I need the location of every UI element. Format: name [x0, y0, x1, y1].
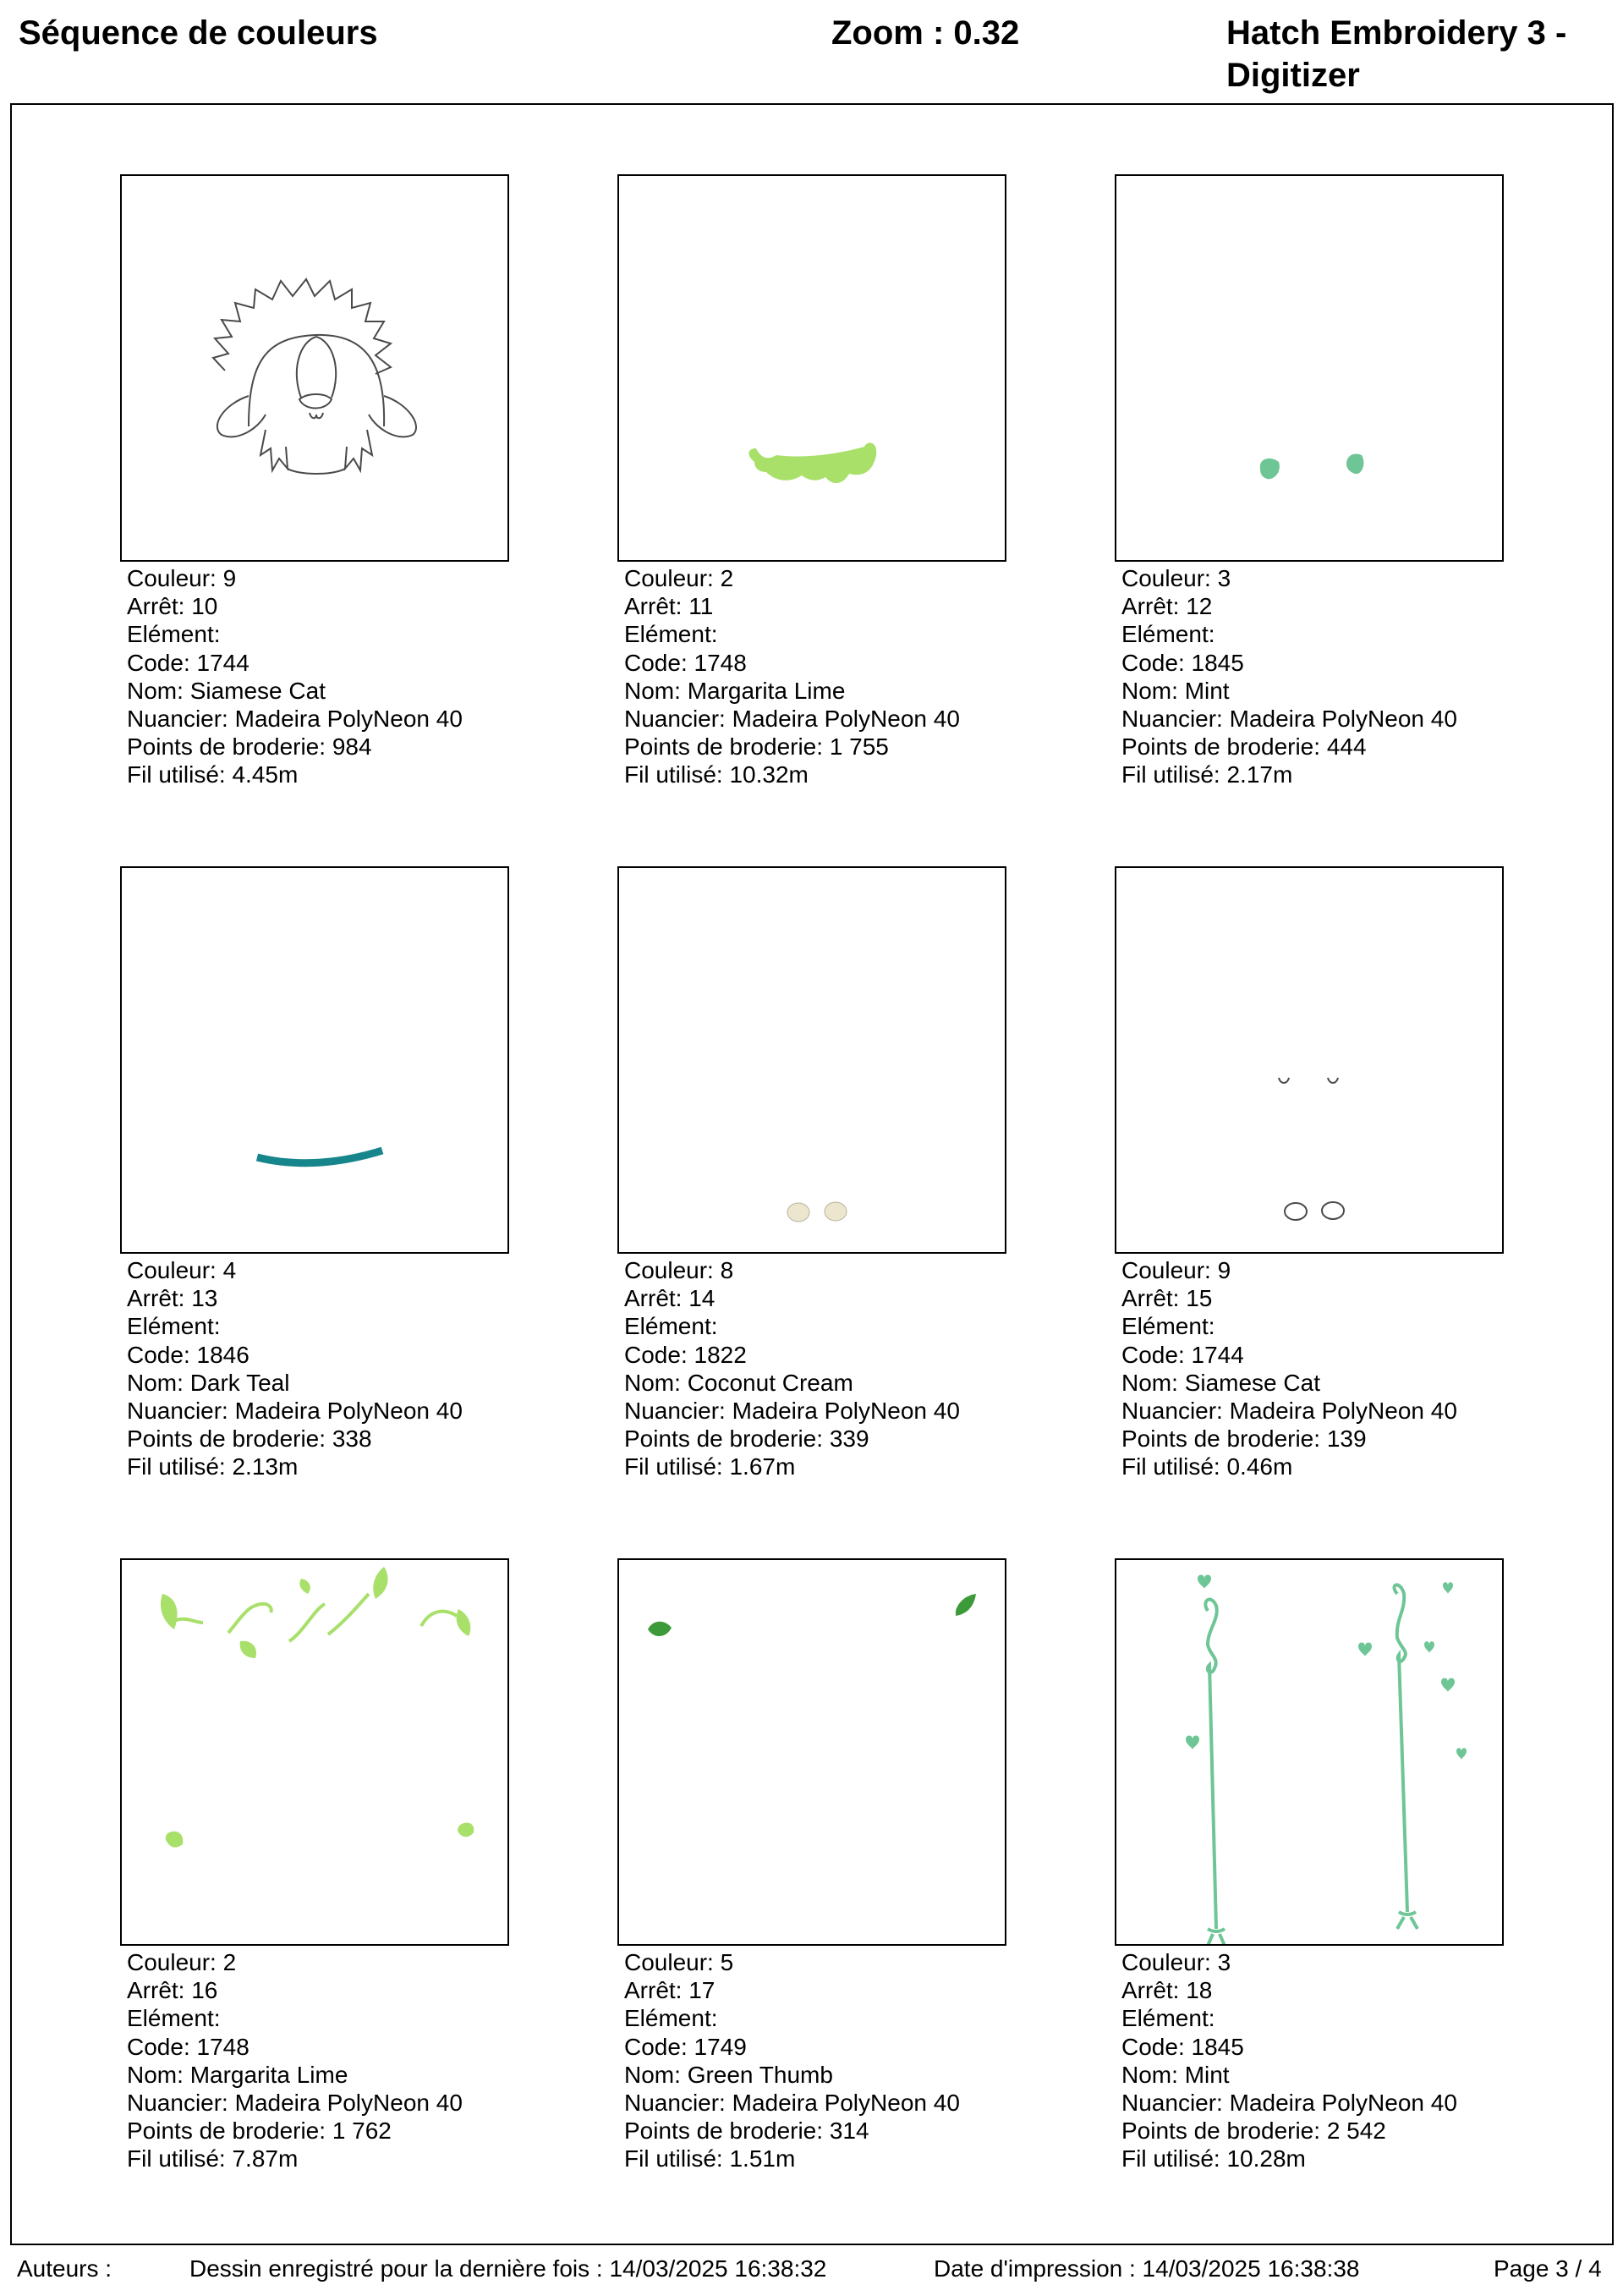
info-arret: Arrêt: 10 [127, 593, 218, 620]
info-nom: Nom: Siamese Cat [1121, 1369, 1320, 1396]
info-couleur: Couleur: 3 [1121, 1949, 1231, 1975]
info-nuancier: Nuancier: Madeira PolyNeon 40 [624, 706, 960, 733]
info-arret: Arrêt: 17 [624, 1977, 716, 2004]
info-fil: Fil utilisé: 0.46m [1121, 1453, 1293, 1480]
info-fil: Fil utilisé: 10.32m [624, 761, 809, 788]
info-nom: Nom: Siamese Cat [127, 677, 326, 704]
info-fil: Fil utilisé: 10.28m [1121, 2145, 1306, 2172]
info-nuancier: Nuancier: Madeira PolyNeon 40 [127, 706, 463, 733]
info-nuancier: Nuancier: Madeira PolyNeon 40 [624, 2090, 960, 2117]
info-points: Points de broderie: 314 [624, 2117, 869, 2145]
info-nom: Nom: Green Thumb [624, 2061, 833, 2088]
stop-thumbnail [1115, 174, 1504, 562]
info-nom: Nom: Margarita Lime [624, 677, 846, 704]
stop-thumbnail [120, 1558, 509, 1946]
info-arret: Arrêt: 13 [127, 1285, 218, 1312]
color-stop-card [617, 174, 1006, 789]
lime-fill-drawing [619, 176, 1005, 560]
info-code: Code: 1748 [127, 2033, 249, 2060]
page-title: Séquence de couleurs [19, 14, 378, 52]
info-couleur: Couleur: 8 [624, 1257, 734, 1283]
info-nom: Nom: Mint [1121, 677, 1230, 704]
info-element: Elément: [1121, 621, 1215, 648]
stop-thumbnail [617, 1558, 1006, 1946]
info-element: Elément: [1121, 2005, 1215, 2032]
info-fil: Fil utilisé: 2.13m [127, 1453, 299, 1480]
info-points: Points de broderie: 1 755 [624, 733, 889, 761]
info-arret: Arrêt: 18 [1121, 1977, 1213, 2004]
color-stop-card [120, 174, 509, 789]
footer-print-date: Date d'impression : 14/03/2025 16:38:38 [934, 2255, 1360, 2282]
stop-thumbnail [1115, 1558, 1504, 1946]
info-couleur: Couleur: 5 [624, 1949, 734, 1975]
stop-info [1115, 564, 1504, 789]
info-nom: Nom: Dark Teal [127, 1369, 290, 1396]
info-couleur: Couleur: 2 [127, 1949, 237, 1975]
info-arret: Arrêt: 14 [624, 1285, 716, 1312]
info-code: Code: 1748 [624, 649, 747, 676]
info-fil: Fil utilisé: 2.17m [1121, 761, 1293, 788]
info-nuancier: Nuancier: Madeira PolyNeon 40 [1121, 2090, 1457, 2117]
info-points: Points de broderie: 338 [127, 1425, 372, 1453]
stop-thumbnail [617, 174, 1006, 562]
info-fil: Fil utilisé: 1.67m [624, 1453, 796, 1480]
info-points: Points de broderie: 984 [127, 733, 372, 761]
mint-eyes-drawing [1116, 176, 1502, 560]
app-name: Hatch Embroidery 3 - Digitizer [1226, 14, 1567, 94]
info-points: Points de broderie: 1 762 [127, 2117, 392, 2145]
info-points: Points de broderie: 339 [624, 1425, 869, 1453]
info-couleur: Couleur: 3 [1121, 565, 1231, 591]
stop-thumbnail [120, 174, 509, 562]
info-element: Elément: [624, 2005, 718, 2032]
info-points: Points de broderie: 2 542 [1121, 2117, 1386, 2145]
info-code: Code: 1744 [127, 649, 249, 676]
info-nuancier: Nuancier: Madeira PolyNeon 40 [624, 1398, 960, 1425]
stop-thumbnail [120, 866, 509, 1254]
info-couleur: Couleur: 4 [127, 1257, 237, 1283]
footer-saved-date: Dessin enregistré pour la dernière fois : 14/03/2025 16:38:32 [189, 2255, 827, 2282]
info-fil: Fil utilisé: 7.87m [127, 2145, 299, 2172]
hedgehog-outline-drawing [122, 176, 507, 560]
color-stop-card [1115, 1558, 1504, 2173]
stop-thumbnail [617, 866, 1006, 1254]
stop-info [1115, 1948, 1504, 2173]
info-nom: Nom: Mint [1121, 2061, 1230, 2088]
color-stop-card [617, 866, 1006, 1481]
info-nuancier: Nuancier: Madeira PolyNeon 40 [1121, 1398, 1457, 1425]
footer-page-number: Page 3 / 4 [1494, 2255, 1602, 2282]
info-element: Elément: [1121, 1313, 1215, 1340]
footer-authors: Auteurs : [17, 2255, 112, 2282]
info-element: Elément: [624, 621, 718, 648]
zoom-level: Zoom : 0.32 [831, 14, 1020, 52]
info-arret: Arrêt: 16 [127, 1977, 218, 2004]
info-element: Elément: [624, 1313, 718, 1340]
info-couleur: Couleur: 9 [1121, 1257, 1231, 1283]
color-stop-card [1115, 174, 1504, 789]
info-element: Elément: [127, 621, 221, 648]
page-footer [0, 2254, 1623, 2288]
info-code: Code: 1845 [1121, 649, 1244, 676]
lime-leaves-drawing [122, 1560, 507, 1944]
info-nom: Nom: Margarita Lime [127, 2061, 348, 2088]
stop-info [617, 1948, 1006, 2173]
color-stop-card [1115, 866, 1504, 1481]
info-code: Code: 1845 [1121, 2033, 1244, 2060]
info-nuancier: Nuancier: Madeira PolyNeon 40 [1121, 706, 1457, 733]
info-arret: Arrêt: 11 [624, 593, 714, 620]
mint-stems-drawing [1116, 1560, 1502, 1944]
info-nuancier: Nuancier: Madeira PolyNeon 40 [127, 1398, 463, 1425]
info-fil: Fil utilisé: 1.51m [624, 2145, 796, 2172]
info-couleur: Couleur: 9 [127, 565, 237, 591]
green-leaves-drawing [619, 1560, 1005, 1944]
info-arret: Arrêt: 12 [1121, 593, 1213, 620]
info-code: Code: 1744 [1121, 1341, 1244, 1368]
info-points: Points de broderie: 139 [1121, 1425, 1367, 1453]
color-stop-card [120, 1558, 509, 2173]
info-fil: Fil utilisé: 4.45m [127, 761, 299, 788]
outline-details-drawing [1116, 868, 1502, 1252]
teal-arc-drawing [122, 868, 507, 1252]
info-nuancier: Nuancier: Madeira PolyNeon 40 [127, 2090, 463, 2117]
cream-ovals-drawing [619, 868, 1005, 1252]
info-arret: Arrêt: 15 [1121, 1285, 1213, 1312]
stop-info [120, 564, 509, 789]
info-points: Points de broderie: 444 [1121, 733, 1367, 761]
info-couleur: Couleur: 2 [624, 565, 734, 591]
stop-info [617, 564, 1006, 789]
info-code: Code: 1846 [127, 1341, 249, 1368]
stop-info [617, 1256, 1006, 1481]
stop-info [1115, 1256, 1504, 1481]
color-stop-card [120, 866, 509, 1481]
stop-info [120, 1948, 509, 2173]
info-element: Elément: [127, 2005, 221, 2032]
info-nom: Nom: Coconut Cream [624, 1369, 853, 1396]
stop-info [120, 1256, 509, 1481]
info-element: Elément: [127, 1313, 221, 1340]
stop-thumbnail [1115, 866, 1504, 1254]
info-code: Code: 1822 [624, 1341, 747, 1368]
info-code: Code: 1749 [624, 2033, 747, 2060]
color-stop-card [617, 1558, 1006, 2173]
